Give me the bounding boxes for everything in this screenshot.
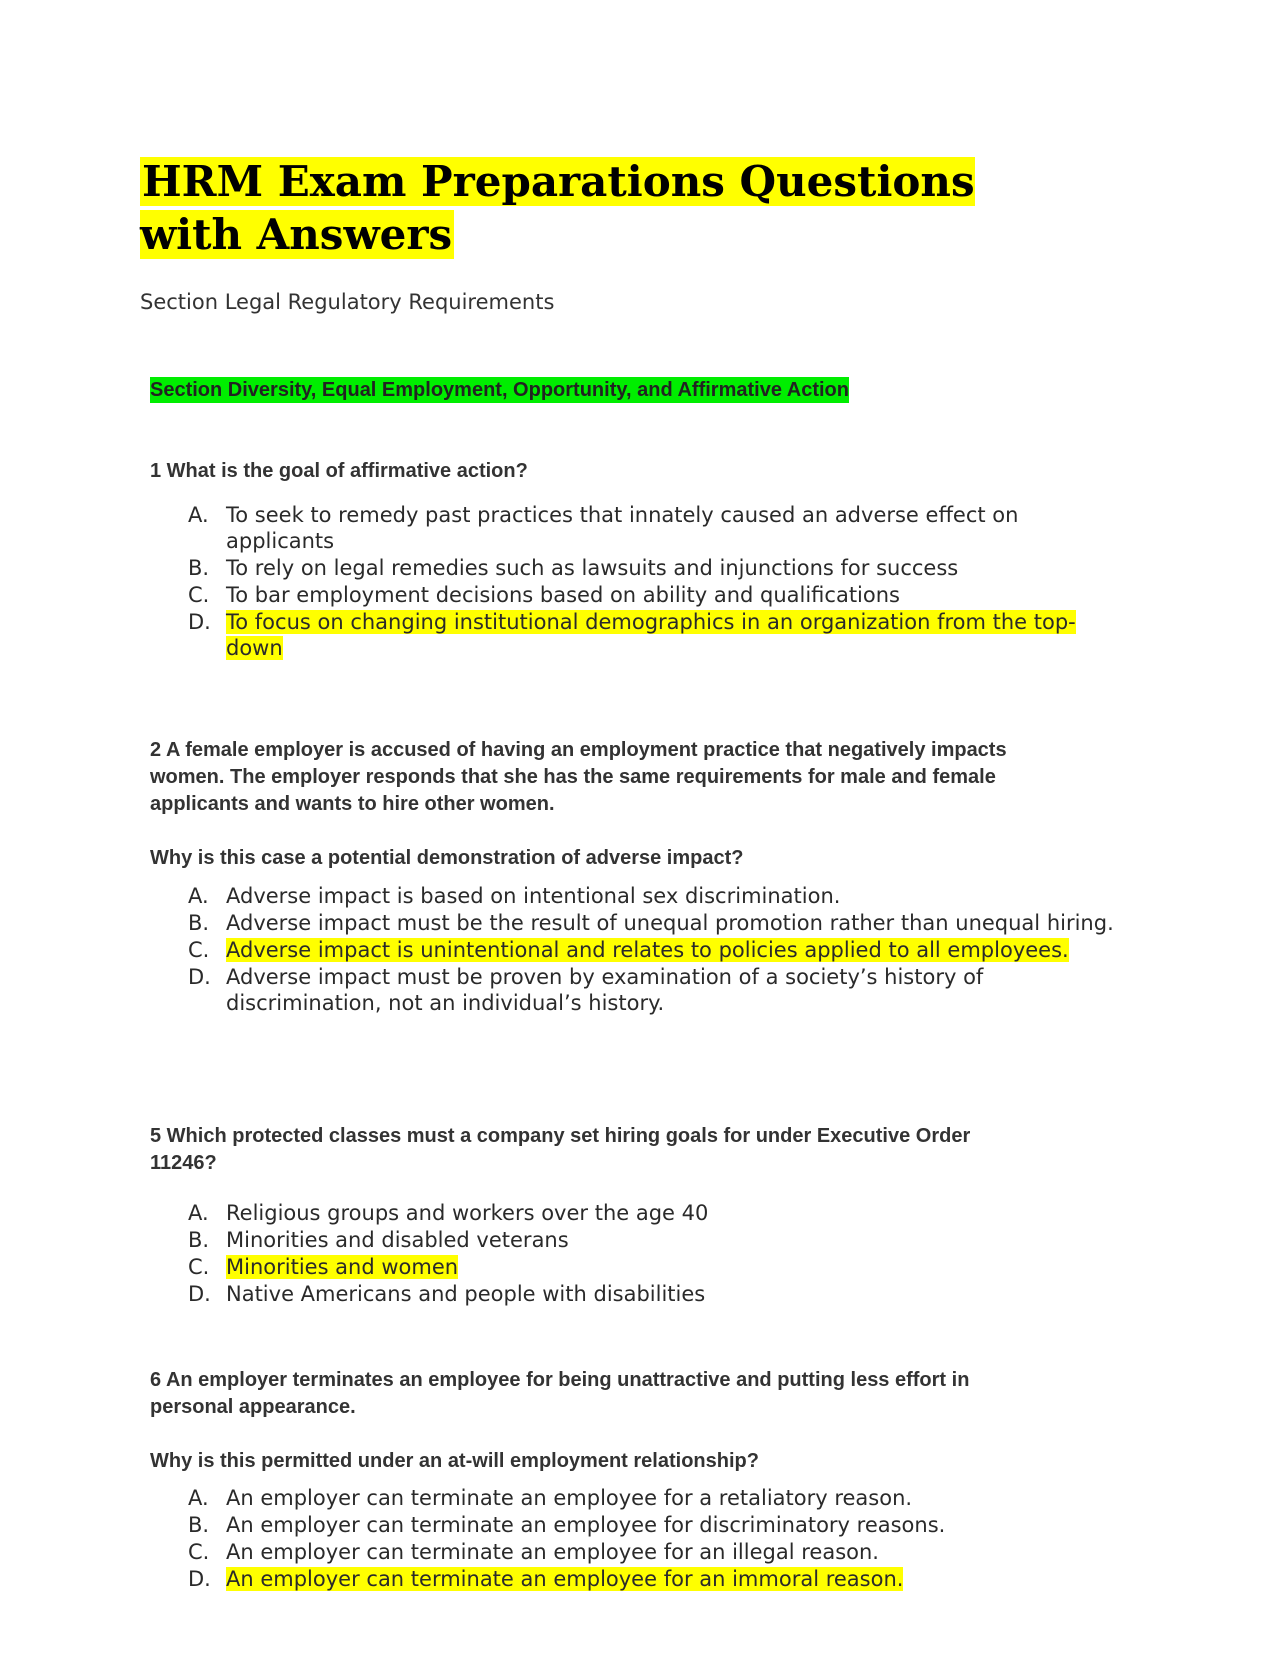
- option-text: Adverse impact must be proven by examination of a society’s history of discrimination, not an individual’s history.: [226, 965, 984, 1015]
- option-letter: B.: [188, 556, 210, 580]
- option-a: [188, 1200, 1123, 1226]
- title-highlight: HRM Exam Preparations Questions with Answers: [140, 157, 975, 259]
- answer-highlight: Minorities and women: [226, 1255, 459, 1279]
- question-5-options: [188, 1200, 1123, 1308]
- question-2-options: [188, 883, 1123, 1017]
- option-letter: D.: [188, 1567, 211, 1591]
- option-letter: A.: [188, 1486, 209, 1510]
- option-text-answer: [226, 609, 1123, 661]
- option-c-correct: [188, 1254, 1123, 1280]
- option-b: [188, 910, 1123, 936]
- option-letter: C.: [188, 1540, 210, 1564]
- option-d: [188, 964, 1123, 1016]
- option-b: [188, 1227, 1123, 1253]
- option-letter: A.: [188, 1201, 209, 1225]
- option-d-correct: [188, 1566, 1123, 1592]
- option-letter: D.: [188, 965, 211, 989]
- question-1-prompt: [150, 458, 1050, 485]
- option-letter: B.: [188, 1228, 210, 1252]
- option-b: [188, 1512, 1123, 1538]
- option-text: Adverse impact is based on intentional sex discrimination.: [226, 884, 841, 908]
- option-letter: A.: [188, 884, 209, 908]
- option-c: [188, 1539, 1123, 1565]
- option-letter: B.: [188, 911, 210, 935]
- question-text: 2 A female employer is accused of having an employment practice that negatively impacts women. The employer responds that she has the same requirements for male and female applicants and wants to hire other women.: [150, 739, 1007, 815]
- option-a: [188, 883, 1123, 909]
- option-text: Religious groups and workers over the age 40: [226, 1201, 709, 1225]
- option-text-answer: [226, 937, 1123, 963]
- question-6-options: [188, 1485, 1123, 1593]
- option-text: To seek to remedy past practices that innately caused an adverse effect on applicants: [226, 503, 1019, 553]
- option-letter: C.: [188, 938, 210, 962]
- question-5-prompt: [150, 1123, 980, 1177]
- option-text: An employer can terminate an employee for discriminatory reasons.: [226, 1513, 946, 1537]
- option-letter: A.: [188, 503, 209, 527]
- option-letter: D.: [188, 1282, 211, 1306]
- option-a: [188, 502, 1123, 554]
- section-heading-legal: Section Legal Regulatory Requirements: [140, 290, 555, 314]
- option-text-answer: [226, 1254, 1123, 1280]
- option-text: Minorities and disabled veterans: [226, 1228, 569, 1252]
- question-1-options: [188, 502, 1123, 662]
- option-text: To rely on legal remedies such as lawsuits and injunctions for success: [226, 556, 959, 580]
- question-followup: Why is this case a potential demonstration of adverse impact?: [150, 847, 744, 869]
- question-text: 6 An employer terminates an employee for being unattractive and putting less effort in personal appearance.: [150, 1369, 970, 1418]
- option-text: An employer can terminate an employee for an illegal reason.: [226, 1540, 879, 1564]
- option-letter: C.: [188, 1255, 210, 1279]
- question-text: 5 Which protected classes must a company set hiring goals for under Executive Order 11246?: [150, 1125, 971, 1174]
- option-c-correct: [188, 937, 1123, 963]
- option-text: To bar employment decisions based on ability and qualifications: [226, 583, 900, 607]
- answer-highlight: Adverse impact is unintentional and relates to policies applied to all employees.: [226, 938, 1069, 962]
- option-text-answer: [226, 1566, 1123, 1592]
- section-heading-diversity: Section Diversity, Equal Employment, Opportunity, and Affirmative Action: [150, 379, 849, 401]
- option-d-correct: [188, 609, 1123, 661]
- question-2-prompt: [150, 737, 1030, 872]
- answer-highlight: An employer can terminate an employee for an immoral reason.: [226, 1567, 904, 1591]
- question-followup: Why is this permitted under an at-will employment relationship?: [150, 1450, 759, 1472]
- option-b: [188, 555, 1123, 581]
- option-d: [188, 1281, 1123, 1307]
- option-text: Adverse impact must be the result of unequal promotion rather than unequal hiring.: [226, 911, 1114, 935]
- option-c: [188, 582, 1123, 608]
- question-text: 1 What is the goal of affirmative action?: [150, 460, 528, 482]
- option-letter: B.: [188, 1513, 210, 1537]
- answer-highlight: To focus on changing institutional demographics in an organization from the top-down: [226, 610, 1076, 660]
- option-letter: D.: [188, 610, 211, 634]
- option-letter: C.: [188, 583, 210, 607]
- page-title: [140, 155, 1040, 261]
- question-6-prompt: [150, 1367, 1020, 1475]
- option-a: [188, 1485, 1123, 1511]
- option-text: Native Americans and people with disabilities: [226, 1282, 706, 1306]
- option-text: An employer can terminate an employee for a retaliatory reason.: [226, 1486, 913, 1510]
